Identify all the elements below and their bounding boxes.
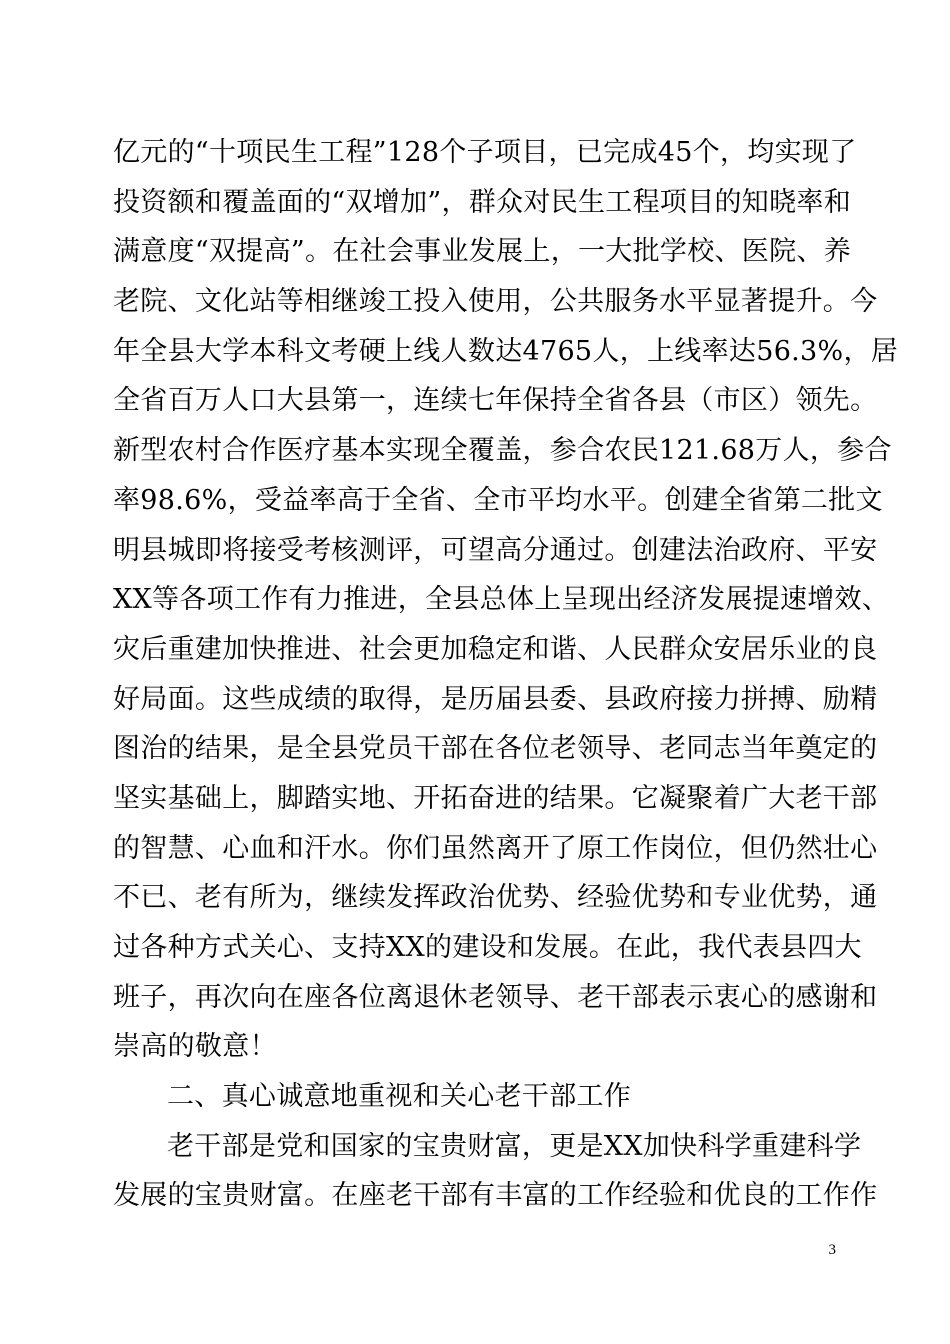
section-heading: 二、真心诚意地重视和关心老干部工作 [167,1081,632,1113]
body-text [113,128,899,1221]
text-line: 亿元的“十项民生工程”128个子项目，已完成45个，均实现了 [113,137,857,168]
text-line: 满意度“双提高”。在社会事业发展上，一大批学校、医院、养 [113,236,852,268]
text-line: 投资额和覆盖面的“双增加”，群众对民生工程项目的知晓率和 [113,186,852,218]
text-line: 老院、文化站等相继竣工投入使用，公共服务水平显著提升。今 [113,286,878,318]
text-line: 发展的宝贵财富。在座老干部有丰富的工作经验和优良的工作作 [113,1180,878,1212]
text-line: 崇高的敬意！ [113,1031,277,1063]
text-line: 坚实基础上，脚踏实地、开拓奋进的结果。它凝聚着广大老干部 [113,782,878,814]
text-line: 灾后重建加快推进、社会更加稳定和谐、人民群众安居乐业的良 [113,633,878,665]
text-line: 新型农村合作医疗基本实现全覆盖，参合农民121.68万人，参合 [113,435,892,467]
text-line: 明县城即将接受考核测评，可望高分通过。创建法治政府、平安 [113,534,878,566]
page-number: 3 [828,1242,836,1258]
text-line: 不已、老有所为，继续发挥政治优势、经验优势和专业优势，通 [113,882,878,914]
text-line: 全省百万人口大县第一，连续七年保持全省各县（市区）领先。 [113,385,878,417]
text-line: 图治的结果，是全县党员干部在各位老领导、老同志当年奠定的 [113,733,878,765]
text-line: 率98.6%，受益率高于全省、全市平均水平。创建全省第二批文 [113,484,883,516]
text-line: 年全县大学本科文考硬上线人数达4765人，上线率达56.3%，居 [113,335,899,367]
text-line: 的智慧、心血和汗水。你们虽然离开了原工作岗位，但仍然壮心 [113,832,878,864]
text-line: 班子，再次向在座各位离退休老领导、老干部表示衷心的感谢和 [113,981,878,1013]
text-line: 老干部是党和国家的宝贵财富，更是XX加快科学重建科学 [167,1130,862,1162]
text-line: 过各种方式关心、支持XX的建设和发展。在此，我代表县四大 [113,932,862,963]
text-line: XX等各项工作有力推进，全县总体上呈现出经济发展提速增效、 [113,584,890,616]
text-line: 好局面。这些成绩的取得，是历届县委、县政府接力拼搏、励精 [113,683,878,715]
